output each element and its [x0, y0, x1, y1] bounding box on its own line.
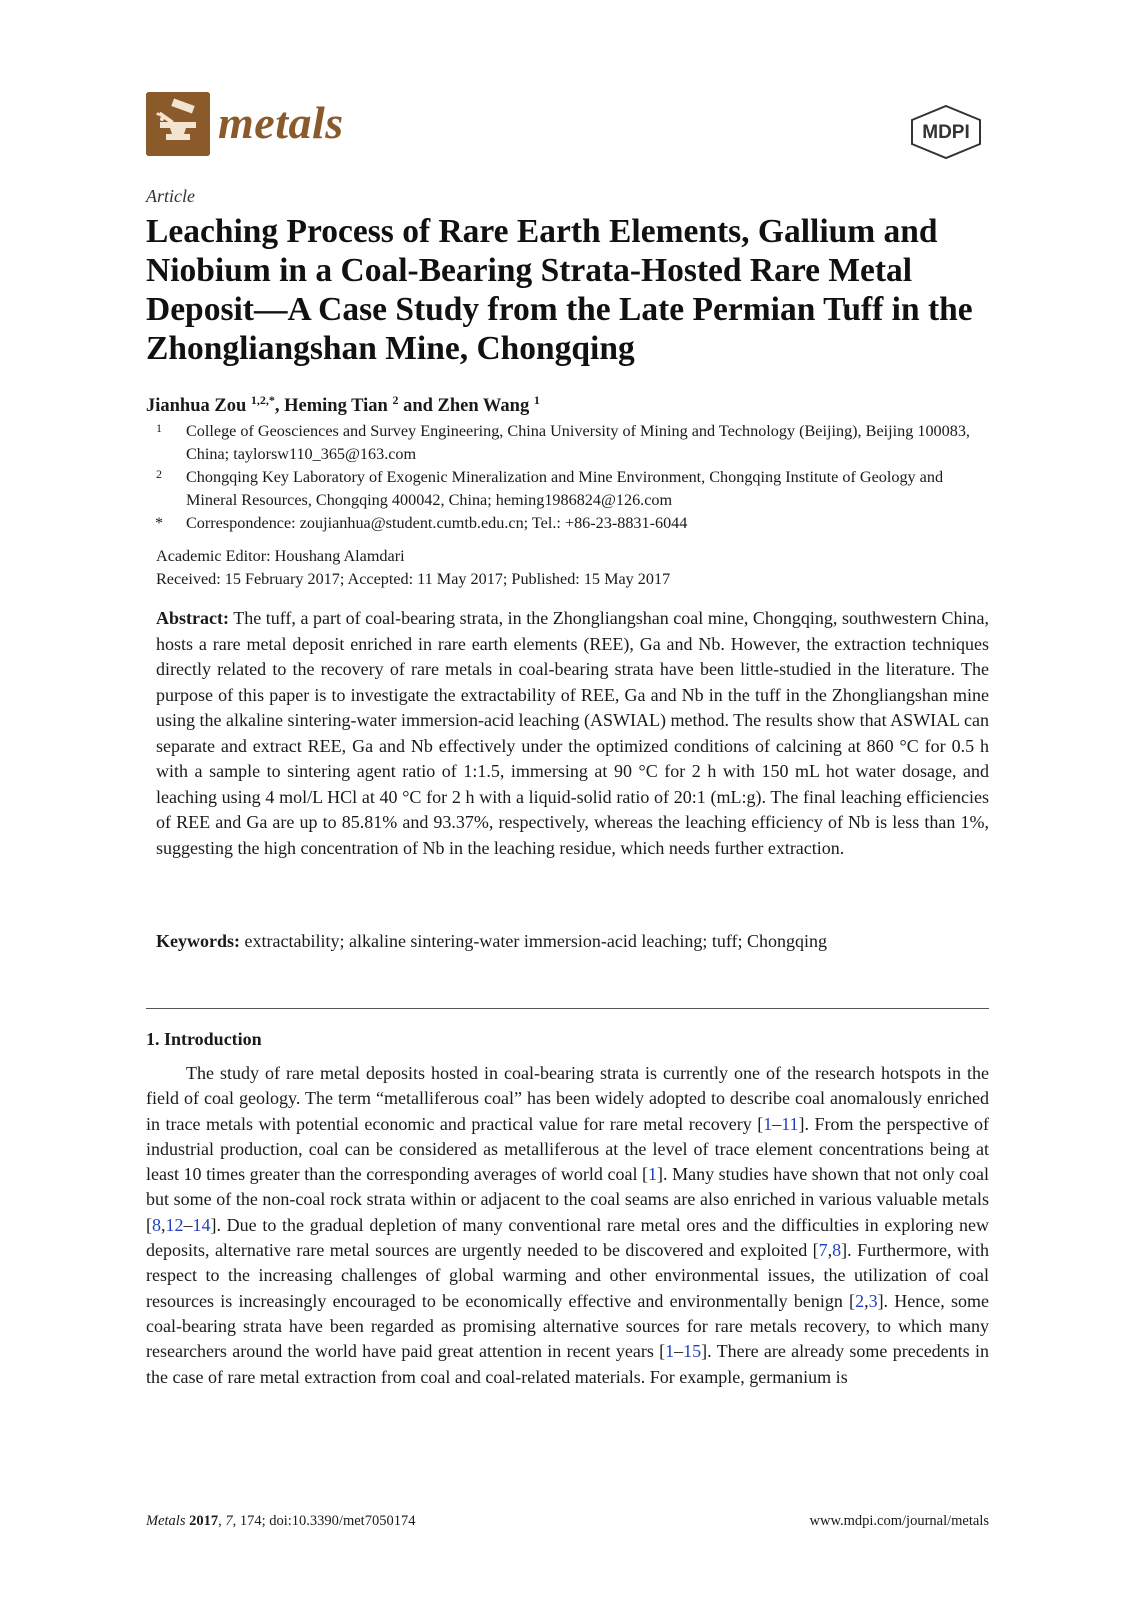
publication-dates: Received: 15 February 2017; Accepted: 11 May 2017; Published: 15 May 2017 [156, 570, 671, 588]
section-heading: 1. Introduction [146, 1029, 262, 1049]
keywords [156, 929, 989, 955]
citation-separator: , [827, 1240, 833, 1261]
author-list [146, 393, 540, 417]
author-separator: and [398, 396, 438, 417]
citation-link[interactable]: 11 [781, 1113, 799, 1134]
author-name: Jianhua Zou [146, 396, 247, 417]
article-type: Article [146, 186, 195, 206]
body-text: ]. There are already some precedents in the case of rare metal extraction from coal and coal-related materials. For example, germanium is [146, 1341, 989, 1387]
body-text: ]. Due to the gradual depletion of many conventional rare metal ores and the difficulties in exploring new deposits, alternative rare metal sources are urgently needed to be discovered and exploited [ [146, 1214, 989, 1261]
author-name: Zhen Wang [437, 396, 530, 417]
citation-link[interactable]: 15 [683, 1341, 702, 1362]
keywords-label: Keywords: [156, 931, 240, 951]
journal-logo-icon [146, 92, 210, 156]
body-text: ]. Hence, some coal-bearing strata have been regarded as promising alternative sources for rare metals recovery, to which many researchers around the world have paid great attention in recent years [ [146, 1290, 989, 1362]
abstract-label: Abstract: [156, 608, 229, 628]
introduction-paragraph [146, 1061, 989, 1390]
academic-editor: Academic Editor: Houshang Alamdari [156, 547, 405, 565]
abstract [156, 606, 989, 861]
citation-link[interactable]: 1 [665, 1341, 675, 1362]
affiliation-text: Chongqing Key Laboratory of Exogenic Mineralization and Mine Environment, Chongqing Institute of Geology and Mineral Resources, Chongqing 400042, China; heming1986824@126.com [186, 468, 944, 509]
affiliation-mark: 1 [156, 421, 162, 435]
author-separator: , [274, 396, 285, 417]
affiliation-item [146, 466, 996, 512]
citation-separator: , [864, 1290, 869, 1311]
affiliation-mark: 2 [156, 467, 162, 481]
author-affiliation-mark: 1,2,* [250, 393, 275, 407]
author-name: Heming Tian [284, 396, 388, 417]
correspondence-item [146, 512, 996, 535]
body-text: ]. Furthermore, with respect to the increasing challenges of global warming and other environmental issues, the utilization of coal resources is increasingly encouraged to be economically effective and environmentally benign [ [146, 1240, 989, 1311]
citation-link[interactable]: 3 [868, 1290, 878, 1311]
citation-link[interactable]: 8 [152, 1214, 161, 1235]
citation-separator: , [161, 1214, 166, 1235]
citation-link[interactable]: 14 [192, 1214, 211, 1235]
abstract-text: The tuff, a part of coal-bearing strata, in the Zhongliangshan coal mine, Chongqing, southwestern China, hosts a rare metal deposit enriched in rare earth elements (REE), Ga and Nb. However, the extraction techniques directly related to the recovery of rare metals in coal-bearing strata have been little-studied in the literature. The purpose of this paper is to investigate the extractability of REE, Ga and Nb in the tuff in the Zhongliangshan mine using the alkaline sintering-water immersion-acid leaching (ASWIAL) method. The results show that ASWIAL can separate and extract REE, Ga and Nb effectively under the optimized conditions of calcining at 860 °C for 0.5 h with a sample to sintering agent ratio of 1:1.5, immersing at 90 °C for 2 h with 150 mL hot water dosage, and leaching using 4 mol/L HCl at 40 °C for 2 h with a liquid-solid ratio of 20:1 (mL:g). The final leaching efficiencies of REE and Ga are up to 85.81% and 93.37%, respectively, whereas the leaching efficiency of Nb is less than 1%, suggesting the high concentration of Nb in the leaching residue, which needs further extraction. [156, 608, 989, 858]
correspondence-text: Correspondence: zoujianhua@student.cumtb.edu.cn; Tel.: +86-23-8831-6044 [186, 514, 688, 532]
keywords-text: extractability; alkaline sintering-water immersion-acid leaching; tuff; Chongqing [244, 931, 827, 951]
journal-name: metals [218, 97, 344, 148]
section-divider [146, 1008, 989, 1009]
body-text: ]. Many studies have shown that not only coal but some of the non-coal rock strata within or adjacent to the coal seams are also enriched in various valuable metals [ [146, 1164, 989, 1235]
footer-doi: , 174; doi:10.3390/met7050174 [232, 1513, 416, 1529]
citation-link[interactable]: 8 [832, 1240, 842, 1261]
footer-volume: 7 [225, 1513, 233, 1529]
mdpi-logo-icon [906, 104, 986, 160]
affiliation-text: College of Geosciences and Survey Engineering, China University of Mining and Technology (Beijing), Beijing 100083, China; taylorsw110_365@163.com [186, 422, 970, 463]
citation-link[interactable]: 1 [763, 1113, 773, 1134]
citation-link[interactable]: 1 [648, 1164, 658, 1185]
citation-link[interactable]: 12 [165, 1214, 184, 1235]
affiliation-item [146, 420, 996, 466]
citation-separator: – [772, 1113, 782, 1134]
footer-url[interactable]: www.mdpi.com/journal/metals [809, 1513, 989, 1529]
body-text: The study of rare metal deposits hosted in coal-bearing strata is currently one of the research hotspots in the field of coal geology. The term “metalliferous coal” has been widely adopted to describe coal anomalously enriched in trace metals with potential economic and practical value for rare metal recovery [ [146, 1063, 989, 1134]
author-affiliation-mark: 2 [392, 393, 399, 407]
mdpi-logo-text: MDPI [922, 122, 970, 143]
body-text: ]. From the perspective of industrial production, coal can be considered as metalliferous at the level of trace element concentrations being at least 10 times greater than the corresponding averages of world coal [ [146, 1113, 989, 1185]
author-affiliation-mark: 1 [533, 393, 540, 407]
citation-separator: – [183, 1214, 193, 1235]
footer-citation: Metals 2017, 7, 174; doi:10.3390/met7050174 [146, 1513, 416, 1529]
citation-separator: – [674, 1341, 684, 1362]
footer-year: 2017 [189, 1513, 219, 1529]
correspondence-mark: * [155, 515, 163, 532]
citation-link[interactable]: 2 [855, 1290, 865, 1311]
footer-journal: Metals [146, 1513, 186, 1529]
citation-link[interactable]: 7 [818, 1240, 828, 1261]
paper-title: Leaching Process of Rare Earth Elements, Gallium and Niobium in a Coal-Bearing Strata-Hosted Rare Metal Deposit—A Case Study from the Late Permian Tuff in the Zhongliangshan Mine, Chongqing [146, 213, 973, 367]
